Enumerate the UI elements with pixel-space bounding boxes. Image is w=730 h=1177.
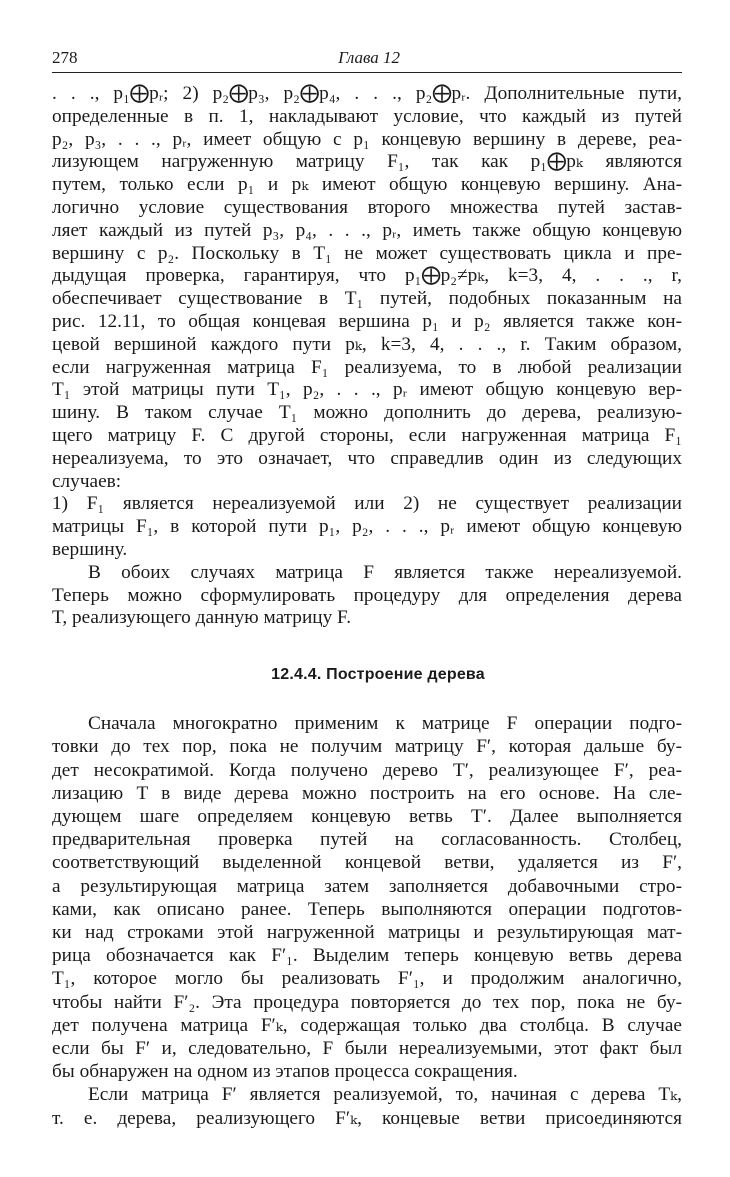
text-line: а результирующая матрица затем заполняется добавочными стро- [52,875,682,897]
text-line: бы обнаружен на одном из этапов процесса сокращения. [52,1061,518,1083]
text-line: рис. 12.11, то общая концевая вершина p₁ и p₂ является также кон- [52,310,682,332]
text-line: определенные в п. 1, накладывают условие, что каждый из путей [52,105,682,127]
text-line: ки над строками этой нагруженной матрицы и результирующая мат- [52,921,682,943]
chapter-title: Глава 12 [338,48,400,67]
paragraph-1 [52,83,682,630]
text-line: логично условие существования второго множества путей застав- [52,196,682,218]
text-line: обеспечивает существование в T₁ путей, подобных показанным на [52,288,682,310]
text-line: чтобы найти F′₂. Эта процедура повторяется до тех пор, пока не бу- [52,991,682,1013]
text-line: T₁, которое могло бы реализовать F′₁, и продолжим аналогично, [52,968,682,990]
text-line: щего матрицу F. С другой стороны, если нагруженная матрица F₁ [52,424,682,446]
text-line: дующем шаге определяем концевую ветвь T′. Далее выполняется [52,805,682,827]
section-heading: 12.4.4. Построение дерева [271,666,485,684]
text-line: Теперь можно сформулировать процедуру для определения дерева [52,584,682,606]
text-line: вершину с p₂. Поскольку в T₁ не может существовать цикла и пре- [52,242,682,264]
text-line: лизацию T в виде дерева можно построить на его основе. На сле- [52,782,682,804]
text-line: p₂, p₃, . . ., pᵣ, имеет общую с p₁ концевую вершину в дереве, реа- [52,128,682,150]
text-line: рица обозначается как F′₁. Выделим теперь концевую ветвь дерева [52,945,682,967]
page-header [52,48,682,73]
text-line: 1) F₁ является нереализуемой или 2) не существует реализации [52,493,682,515]
text-line: цевой вершиной каждого пути pₖ, k=3, 4, . . ., r. Таким образом, [52,333,682,355]
text-line: если нагруженная матрица F₁ реализуема, то в любой реализации [52,356,682,378]
text-line: соответствующий выделенной концевой ветви, удаляется из F′, [52,852,682,874]
text-line: т. е. дерева, реализующего F′ₖ, концевые ветви присоединяются [52,1107,682,1129]
text-line: Если матрица F′ является реализуемой, то, начиная с дерева Tₖ, [88,1084,682,1106]
text-line: случаев: [52,470,122,492]
text-line: путем, только если p₁ и pₖ имеют общую концевую вершину. Ана- [52,174,682,196]
text-line: ками, как описано ранее. Теперь выполняются операции подготов- [52,898,682,920]
text-line: товки до тех пор, пока не получим матрицу F′, которая дальше бу- [52,736,682,758]
text-line: вершину. [52,538,128,560]
text-line: предварительная проверка путей на согласованность. Столбец, [52,829,682,851]
text-line: В обоих случаях матрица F является также нереализуемой. [88,561,682,583]
text-line: T, реализующего данную матрицу F. [52,607,352,629]
text-line: матрицы F₁, в которой пути p₁, p₂, . . ., pᵣ имеют общую концевую [52,516,682,538]
text-line: нереализуема, то это означает, что справедлив один из следующих [52,447,682,469]
text-line: лизующем нагруженную матрицу F₁, так как p₁⨁pₖ являются [52,151,682,173]
text-line: если бы F′ и, следовательно, F были нереализуемыми, этот факт был [52,1037,682,1059]
book-page [52,48,682,1130]
text-line: дет несократимой. Когда получено дерево T′, реализующее F′, реа- [52,759,682,781]
text-line: ляет каждый из путей p₃, p₄, . . ., pᵣ, иметь также общую концевую [52,219,682,241]
text-line: дет получена матрица F′ₖ, содержащая только два столбца. В случае [52,1014,682,1036]
text-line: Сначала многократно применим к матрице F операции подго- [88,713,682,735]
text-line: T₁ этой матрицы пути T₁, p₂, . . ., pᵣ имеют общую концевую вер- [52,379,682,401]
page-number: 278 [52,48,78,67]
text-line: дыдущая проверка, гарантируя, что p₁⨁p₂≠pₖ, k=3, 4, . . ., r, [52,265,682,287]
text-line: шину. В таком случае T₁ можно дополнить до дерева, реализую- [52,402,682,424]
text-line: . . ., p₁⨁pᵣ; 2) p₂⨁p₃, p₂⨁p₄, . . ., p₂⨁pᵣ. Дополнительные пути, [52,83,682,104]
paragraph-4 [52,712,682,1130]
